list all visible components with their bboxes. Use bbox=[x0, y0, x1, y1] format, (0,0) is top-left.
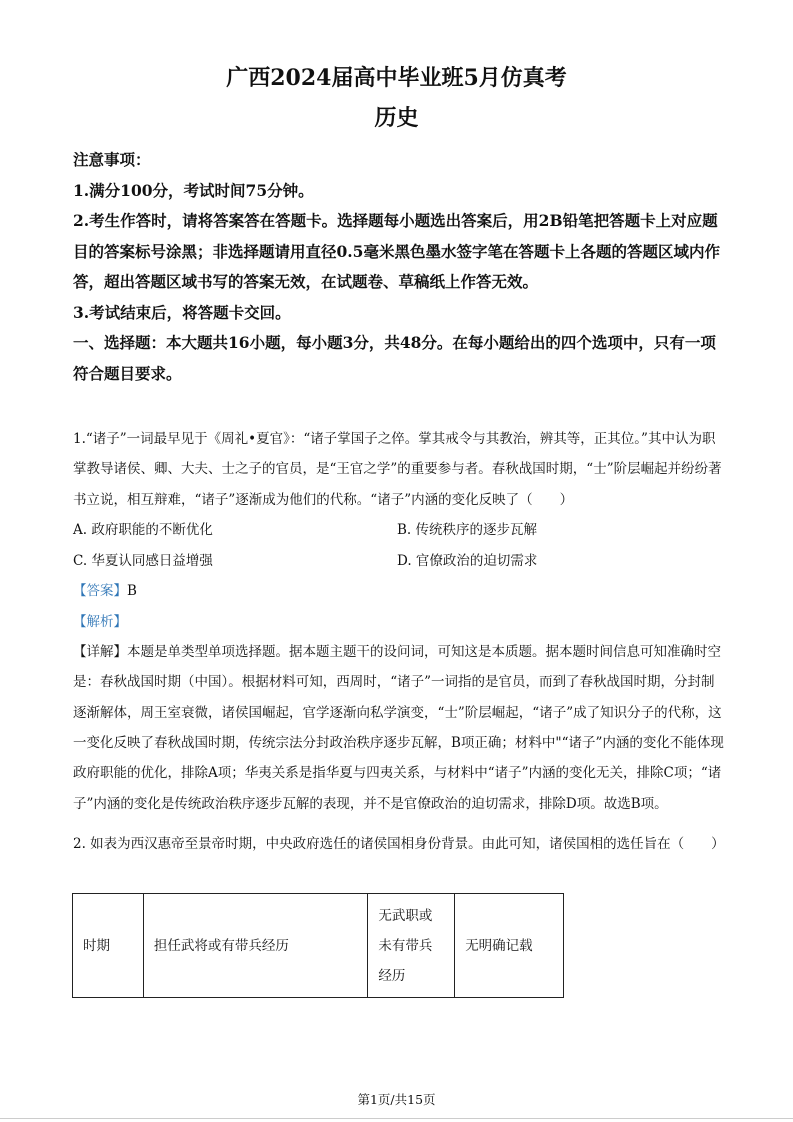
option-b: B. 传统秩序的逐步瓦解 bbox=[397, 521, 538, 538]
exam-notes bbox=[73, 145, 723, 389]
analysis-tag: 【解析】 bbox=[73, 613, 127, 630]
question-1-stem: 1.“诸子”一词最早见于《周礼•夏官》：“诸子掌国子之倅。掌其戒令与其教治，辨其等，正其位。”其中认为职掌教导诸侯、卿、大夫、士之子的官员，是“王官之学”的重要参与者。春秋战国时期，“士”阶层崛起并纷纷著书立说，相互辩难，“诸子”逐渐成为他们的代称。“诸子”内涵的变化反映了（ ） bbox=[73, 431, 722, 508]
question-1-options bbox=[73, 515, 725, 577]
table-header-military: 担任武将或有带兵经历 bbox=[143, 894, 367, 998]
question-2-stem: 2. 如表为西汉惠帝至景帝时期，中央政府选任的诸侯国相身份背景。由此可知，诸侯国相的选任旨在（ ） bbox=[73, 836, 725, 852]
notes-item-1: 1.满分100分，考试时间75分钟。 bbox=[73, 180, 314, 200]
answer-value: B bbox=[127, 583, 137, 600]
option-c: C. 华夏认同感日益增强 bbox=[73, 553, 213, 570]
notes-item-3: 3.考试结束后，将答题卡交回。 bbox=[73, 302, 291, 322]
table-header-period: 时期 bbox=[73, 894, 144, 998]
detail-tag: 【详解】 bbox=[73, 644, 127, 661]
answer-tag: 【答案】 bbox=[73, 583, 127, 600]
page-number: 第1页/共15页 bbox=[357, 1092, 436, 1107]
notes-heading: 注意事项： bbox=[73, 150, 151, 169]
exam-title: 广西2024届高中毕业班5月仿真考 bbox=[226, 65, 567, 91]
question-1 bbox=[73, 424, 725, 819]
table-header-non-military: 无武职或未有带兵经历 bbox=[368, 894, 455, 998]
table-row bbox=[73, 894, 564, 998]
notes-item-2: 2.考生作答时，请将答案答在答题卡。选择题每小题选出答案后，用2B铅笔把答题卡上对应题目的答案标号涂黑；非选择题请用直径0.5毫米黑色墨水签字笔在答题卡上各题的答题区域内作答，超出答题区域书写的答案无效，在试题卷、草稿纸上作答无效。 bbox=[73, 211, 720, 291]
subject-title: 历史 bbox=[374, 105, 419, 131]
bottom-divider bbox=[0, 1118, 793, 1119]
detail-paragraph bbox=[73, 637, 725, 819]
background-table bbox=[72, 893, 564, 998]
option-a: A. 政府职能的不断优化 bbox=[73, 521, 213, 538]
detail-text: 本题是单类型单项选择题。据本题主题干的设问词，可知这是本质题。据本题时间信息可知准确时空是：春秋战国时期（中国）。根据材料可知，西周时，“诸子”一词指的是官员，而到了春秋战国时期，分封制逐渐解体，周王室衰微，诸侯国崛起，官学逐渐向私学演变，“士”阶层崛起，“诸子”成了知识分子的代称，这一变化反映了春秋战国时期，传统宗法分封政治秩序逐步瓦解，B项正确；材料中"“诸子”内涵的变化不能体现政府职能的优化，排除A项；华夷关系是指华夏与四夷关系，与材料中“诸子”内涵的变化无关，排除C项；“诸子”内涵的变化是传统政治秩序逐步瓦解的表现，并不是官僚政治的迫切需求，排除D项。故选B项。 bbox=[73, 644, 724, 812]
analysis-line bbox=[73, 607, 725, 637]
question-2 bbox=[73, 829, 725, 860]
answer-line bbox=[73, 576, 725, 606]
section-heading: 一、选择题：本大题共16小题，每小题3分，共48分。在每小题给出的四个选项中，只有一项符合题目要求。 bbox=[73, 333, 716, 383]
table-header-unrecorded: 无明确记载 bbox=[455, 894, 564, 998]
option-d: D. 官僚政治的迫切需求 bbox=[397, 553, 538, 570]
